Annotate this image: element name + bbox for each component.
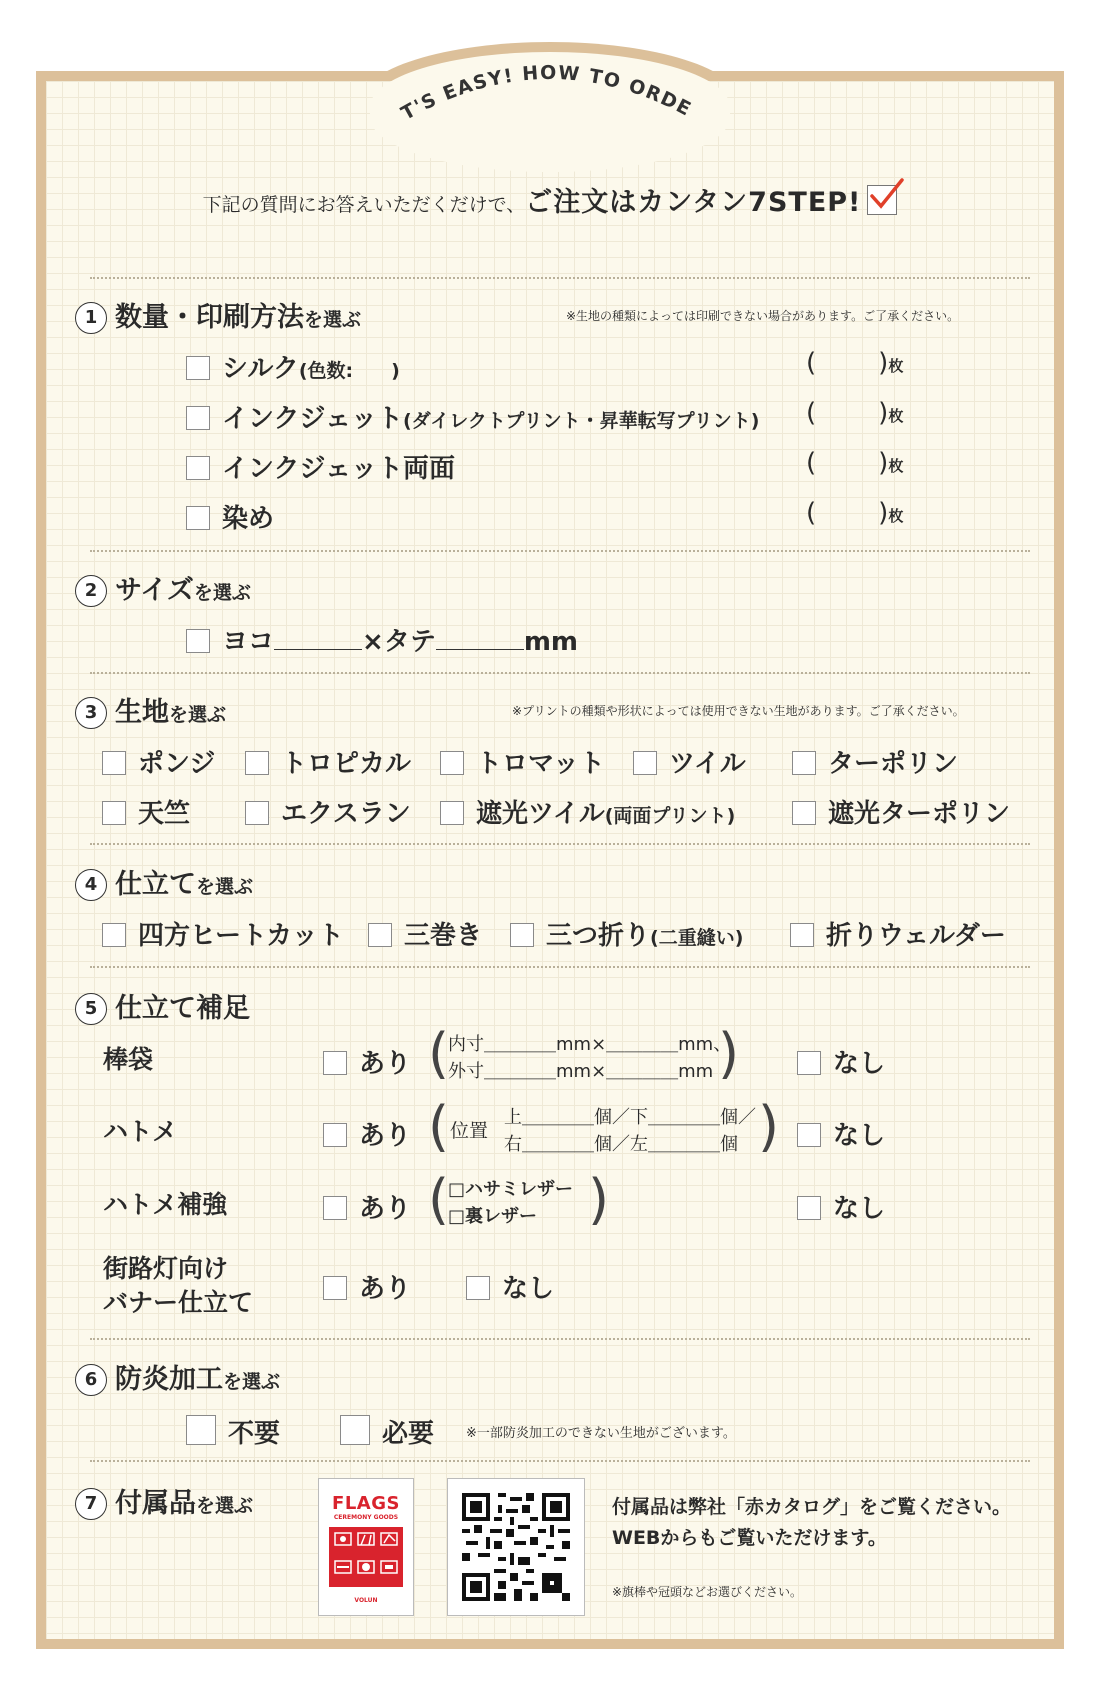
section-title-suffix: を選ぶ [196,1495,254,1517]
option-required[interactable] [340,1413,434,1450]
section-title-text: 数量・印刷方法 [115,302,304,333]
finish-option[interactable] [510,915,743,952]
checkbox[interactable] [797,1123,821,1147]
option-label: エクスラン [281,799,411,829]
detail-line: □裏レザー [448,1206,538,1227]
detail-line: □ハサミレザー [448,1179,574,1200]
option-label: ポンジ [138,749,216,779]
option-label: トロマット [476,749,605,779]
quantity-field[interactable]: ( )枚 [806,498,904,528]
option-label: 三巻き [404,921,483,951]
checkbox[interactable] [186,629,210,653]
bracket-left: ( [428,1095,450,1158]
option-label: 染め [222,504,275,534]
accessory-text [612,1492,1011,1554]
checkbox[interactable] [440,751,464,775]
fabric-option[interactable] [102,743,215,780]
checkbox[interactable] [186,356,210,380]
option-paren: (両面プリント) [604,805,736,827]
checkbox[interactable] [792,751,816,775]
option-label: ターポリン [828,749,959,779]
fabric-option[interactable] [792,793,1010,830]
checkbox[interactable] [323,1051,347,1075]
finish-option[interactable] [368,915,482,952]
unit-label: mm [523,627,579,657]
yes-option[interactable] [323,1188,411,1225]
section-5-title [75,986,250,1025]
option-paren: (二重縫い) [650,927,744,949]
bracket-right: ) [758,1095,780,1158]
intro-big-text: ご注文はカンタン7STEP! [525,187,862,218]
section-title-text: サイズ [115,575,194,606]
svg-text:IT'S EASY! HOW TO ORDER: T'S EASY! HOW TO ORDE [397,61,696,125]
yes-option[interactable] [323,1268,411,1305]
quantity-field[interactable]: ( )枚 [806,448,904,478]
option-inkjet-both[interactable] [186,448,455,485]
checkbox[interactable] [790,923,814,947]
no-option[interactable] [797,1188,885,1225]
height-label: タテ [383,627,436,657]
finish-option[interactable] [102,915,344,952]
catalog-cover[interactable] [318,1478,414,1616]
step-number: 5 [75,993,107,1025]
section-title-text: 生地 [115,697,169,728]
checkbox[interactable] [368,923,392,947]
catalog-image [329,1527,403,1587]
section-2-title [75,568,251,607]
checkbox[interactable] [510,923,534,947]
detail-line: 内寸＿＿＿＿mm×＿＿＿＿mm、 [448,1034,732,1055]
separator [90,550,1030,552]
finish-option[interactable] [790,915,1006,952]
row-label-line: 街路灯向け [103,1254,229,1283]
option-label: なし [833,1194,886,1224]
section-title-suffix: を選ぶ [196,876,254,898]
section-title-text: 付属品 [115,1488,196,1519]
accessory-text-line: WEBからもご覧いただけます。 [612,1527,887,1549]
bracket-left: ( [428,1168,450,1231]
bracket-right: ) [718,1022,740,1085]
no-option[interactable] [466,1268,554,1305]
checkbox[interactable] [633,751,657,775]
option-label: 折りウェルダー [826,921,1006,951]
quantity-field[interactable]: ( )枚 [806,398,904,428]
unit-label: 枚 [888,357,904,375]
option-silk[interactable] [186,348,400,385]
qr-code[interactable] [447,1478,585,1616]
qr-code-icon [462,1493,570,1601]
option-label: ツイル [669,749,746,779]
checkbox[interactable] [102,751,126,775]
checkbox[interactable] [797,1051,821,1075]
checkmark-box-icon [867,185,897,215]
size-input-row[interactable] [186,621,578,658]
section-4-title [75,862,253,901]
option-label: インクジェット [222,404,403,434]
position-label: 位置 [450,1120,489,1142]
quantity-field[interactable]: ( )枚 [806,348,904,378]
fabric-option[interactable] [440,743,605,780]
banner-heading [0,58,1100,138]
separator [90,1460,1030,1462]
checkbox[interactable] [186,1415,216,1445]
option-not-required[interactable] [186,1413,280,1450]
checkbox[interactable] [186,456,210,480]
option-label: トロピカル [281,749,412,779]
row-label: 棒袋 [103,1045,154,1074]
checkbox[interactable] [340,1415,370,1445]
option-label: インクジェット両面 [222,454,455,484]
section-title-suffix: を選ぶ [169,704,227,726]
separator [90,1338,1030,1340]
option-label: あり [359,1049,412,1079]
separator [90,843,1030,845]
checkbox[interactable] [102,923,126,947]
section-title-suffix: を選ぶ [193,582,251,604]
checkbox[interactable] [102,801,126,825]
fabric-option[interactable] [245,743,411,780]
section-1-title [75,295,361,334]
section-6-note: ※一部防炎加工のできない生地がございます。 [466,1426,736,1441]
width-label: ヨコ [222,627,275,657]
step-number: 1 [75,302,107,334]
unit-label: 枚 [888,507,904,525]
detail-line: 右＿＿＿＿個／左＿＿＿＿個 [504,1134,738,1155]
option-label: 四方ヒートカット [138,921,344,951]
option-label: 遮光ターポリン [828,799,1011,829]
section-7-note: ※旗棒や冠頭などお選びください。 [612,1585,803,1599]
checkbox[interactable] [466,1276,490,1300]
times-sign: × [362,627,384,657]
fabric-option[interactable] [633,743,746,780]
intro-small-text: 下記の質問にお答えいただくだけで、 [202,194,526,216]
step-number: 4 [75,869,107,901]
section-title-suffix: を選ぶ [223,1371,281,1393]
detail-text [504,1104,756,1158]
row-label [103,1252,253,1320]
catalog-title: FLAGS [332,1493,400,1514]
separator [90,672,1030,674]
bracket-left: ( [428,1022,450,1085]
step-number: 2 [75,575,107,607]
catalog-footer: VOLUN [354,1597,378,1604]
section-6-title [75,1357,280,1396]
no-option[interactable] [797,1043,885,1080]
checkbox[interactable] [797,1196,821,1220]
width-field[interactable] [274,649,362,650]
row-label-line: バナー仕立て [103,1288,254,1317]
height-field[interactable] [436,649,524,650]
section-3-title [75,690,226,729]
option-label: 天竺 [138,799,191,829]
fabric-option[interactable] [245,793,411,830]
fabric-option[interactable] [792,743,958,780]
section-7-title [75,1481,253,1520]
checkbox[interactable] [245,751,269,775]
intro-line [0,180,1100,219]
option-label: 三つ折り [546,921,651,951]
section-1-note: ※生地の種類によっては印刷できない場合があります。ご了承ください。 [566,309,960,323]
checkbox[interactable] [323,1276,347,1300]
unit-label: 枚 [888,407,904,425]
option-label: シルク [222,354,299,384]
step-number: 3 [75,697,107,729]
step-number: 7 [75,1488,107,1520]
separator [90,966,1030,968]
section-title-text: 仕立て [115,869,196,900]
row-label: ハトメ補強 [103,1190,228,1219]
separator [90,277,1030,279]
checkbox[interactable] [323,1196,347,1220]
accessory-text-line: 付属品は弊社「赤カタログ」をご覧ください。 [612,1496,1012,1518]
option-label: 必要 [382,1419,435,1449]
option-label: なし [833,1049,886,1079]
checkbox[interactable] [440,801,464,825]
fabric-option[interactable] [102,793,190,830]
section-title-suffix: を選ぶ [304,309,362,331]
checkbox[interactable] [186,506,210,530]
option-label: なし [502,1274,555,1304]
option-paren: (ダイレクトプリント・昇華転写プリント) [402,410,760,432]
detail-text [448,1031,731,1085]
option-label: あり [359,1274,412,1304]
step-number: 6 [75,1364,107,1396]
detail-line: 上＿＿＿＿個／下＿＿＿＿個／ [504,1107,756,1128]
option-label: 不要 [228,1419,281,1449]
detail-text [448,1176,573,1230]
yes-option[interactable] [323,1115,411,1152]
option-label: なし [833,1121,886,1151]
row-label: ハトメ [103,1117,178,1146]
detail-line: 外寸＿＿＿＿mm×＿＿＿＿mm [448,1061,714,1082]
option-paren: (色数: ) [298,360,400,382]
option-dye[interactable] [186,498,274,535]
no-option[interactable] [797,1115,885,1152]
catalog-subtitle: CEREMONY GOODS [333,1514,399,1521]
unit-label: 枚 [888,457,904,475]
section-title-text: 仕立て補足 [115,993,250,1024]
checkbox[interactable] [186,406,210,430]
bracket-right: ) [588,1168,610,1231]
checkbox[interactable] [323,1123,347,1147]
option-label: 遮光ツイル [476,799,605,829]
section-title-text: 防炎加工 [115,1364,223,1395]
checkbox[interactable] [245,801,269,825]
option-label: あり [359,1194,412,1224]
fabric-option[interactable] [440,793,735,830]
checkbox[interactable] [792,801,816,825]
yes-option[interactable] [323,1043,411,1080]
option-inkjet[interactable] [186,398,760,435]
section-3-note: ※プリントの種類や形状によっては使用できない生地があります。ご了承ください。 [512,704,965,718]
option-label: あり [359,1121,412,1151]
